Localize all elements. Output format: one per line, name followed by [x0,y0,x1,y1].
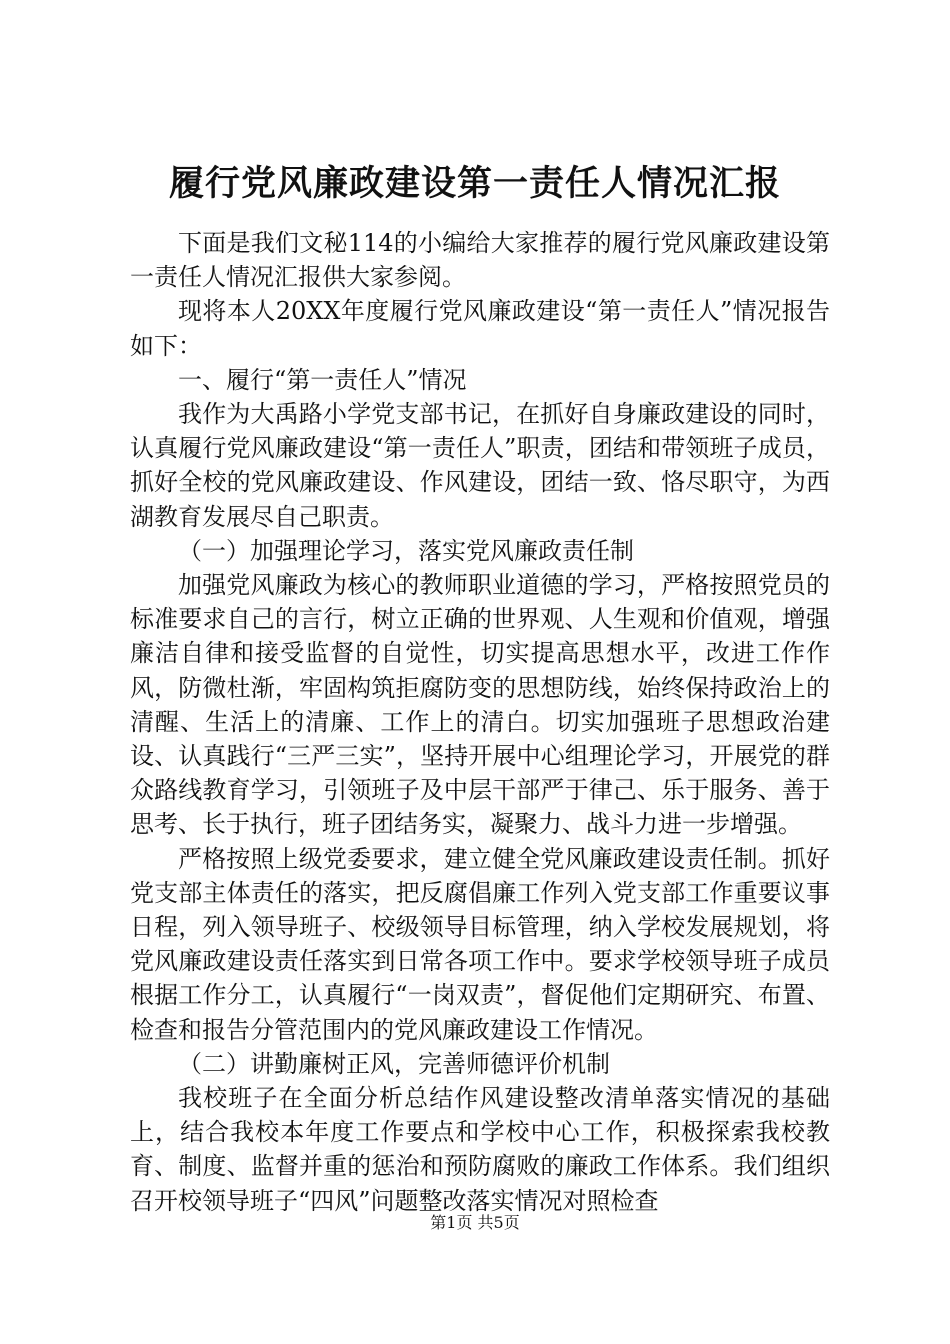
document-title: 履行党风廉政建设第一责任人情况汇报 [168,163,781,204]
subsection-heading-2: （二）讲勤廉树正风，完善师德评价机制 [178,1049,610,1078]
paragraph-responsibility-system: 严格按照上级党委要求，建立健全党风廉政建设责任制。抓好党支部主体责任的落实，把反腐倡廉工作列入党支部工作重要议事日程，列入领导班子、校级领导目标管理，纳入学校发展规划，将党风廉政建设责任落实到日常各项工作中。要求学校领导班子成员根据工作分工，认真履行“一岗双责”，督促他们定期研究、布置、检查和报告分管范围内的党风廉政建设工作情况。 [130,844,830,1044]
paragraph-theory-study: 加强党风廉政为核心的教师职业道德的学习，严格按照党员的标准要求自己的言行，树立正确的世界观、人生观和价值观，增强廉洁自律和接受监督的自觉性，切实提高思想水平，改进工作作风，防微杜渐，牢固构筑拒腐防变的思想防线，始终保持政治上的清醒、生活上的清廉、工作上的清白。切实加强班子思想政治建设、认真践行“三严三实”，坚持开展中心组理论学习，开展党的群众路线教育学习，引领班子及中层干部严于律己、乐于服务、善于思考、长于执行，班子团结务实，凝聚力、战斗力进一步增强。 [130,571,830,839]
section-heading-1: 一、履行“第一责任人”情况 [178,365,467,394]
paragraph-report-lead: 现将本人20XX年度履行党风廉政建设“第一责任人”情况报告如下： [130,297,830,360]
document-body [130,226,830,1218]
paragraph-intro: 下面是我们文秘114的小编给大家推荐的履行党风廉政建设第一责任人情况汇报供大家参阅。 [130,229,830,292]
paragraph-role: 我作为大禹路小学党支部书记，在抓好自身廉政建设的同时，认真履行党风廉政建设“第一责任人”职责，团结和带领班子成员，抓好全校的党风廉政建设、作风建设，团结一致、恪尽职守，为西湖教育发展尽自己职责。 [130,400,830,531]
paragraph-evaluation: 我校班子在全面分析总结作风建设整改清单落实情况的基础上，结合我校本年度工作要点和学校中心工作，积极探索我校教育、制度、监督并重的惩治和预防腐败的廉政工作体系。我们组织召开校领导班子“四风”问题整改落实情况对照检查 [130,1084,830,1215]
subsection-heading-1: （一）加强理论学习，落实党风廉政责任制 [178,536,634,565]
page-number-footer: 第1页 共5页 [430,1213,520,1232]
